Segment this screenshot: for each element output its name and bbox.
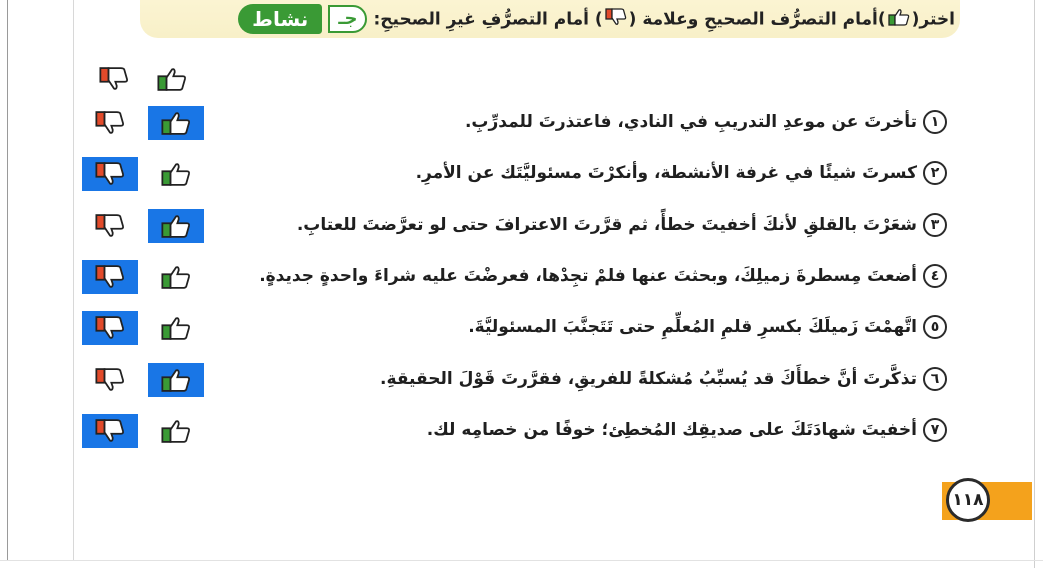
- page-number: ١١٨: [946, 478, 990, 522]
- statement-body: أخفيتَ شهادَتَكَ على صديقِك المُخطِئ؛ خوفًا من خصامِه لك.: [426, 420, 917, 440]
- instruction-part-2: )أمام التصرُّف الصحيحِ وعلامة (: [628, 9, 886, 29]
- statement-number: ٤: [923, 264, 947, 288]
- statement-text: [259, 264, 947, 288]
- activity-badge: نشاط: [238, 4, 322, 34]
- thumb-down-icon: [86, 62, 142, 96]
- statement-body: كسرتَ شيئًا في غرفة الأنشطة، وأنكرْتَ مسئوليَّتَك عن الأمرِ.: [415, 163, 917, 183]
- activity-instruction: [238, 2, 955, 36]
- thumb-down-icon[interactable]: [82, 311, 138, 345]
- statement-row: [0, 207, 1043, 247]
- thumb-up-icon[interactable]: [148, 106, 204, 140]
- thumb-down-icon: [605, 8, 627, 31]
- activity-sub-label: جـ: [328, 5, 367, 33]
- thumb-down-icon[interactable]: [82, 260, 138, 294]
- thumb-up-icon: [888, 8, 910, 31]
- thumb-up-icon[interactable]: [148, 157, 204, 191]
- statement-row: [0, 309, 1043, 349]
- statement-row: [0, 412, 1043, 452]
- statement-row: [0, 258, 1043, 298]
- thumb-down-icon[interactable]: [82, 157, 138, 191]
- thumb-down-icon[interactable]: [82, 363, 138, 397]
- thumb-legend: [86, 62, 196, 92]
- thumb-up-icon[interactable]: [148, 260, 204, 294]
- thumb-down-icon[interactable]: [82, 209, 138, 243]
- thumb-up-icon[interactable]: [148, 414, 204, 448]
- thumb-up-icon: [144, 62, 200, 96]
- statement-text: [297, 213, 947, 237]
- statement-number: ٦: [923, 367, 947, 391]
- statement-row: [0, 155, 1043, 195]
- statement-number: ٣: [923, 213, 947, 237]
- page-number-tab: [942, 482, 1032, 520]
- thumb-up-icon[interactable]: [148, 209, 204, 243]
- statement-number: ٥: [923, 315, 947, 339]
- statement-row: [0, 104, 1043, 144]
- statement-text: [427, 418, 947, 442]
- statement-number: ٢: [923, 161, 947, 185]
- page-bottom-line: [0, 560, 1043, 561]
- instruction-part-3: ) أمام التصرُّفِ غيرِ الصحيحِ:: [373, 9, 603, 29]
- statement-row: [0, 361, 1043, 401]
- statement-text: [468, 315, 947, 339]
- statement-body: شعَرْتَ بالقلقِ لأنكَ أخفيتَ خطأً، ثم قرَّرتَ الاعترافَ حتى لو تعرَّضتَ للعتابِ.: [296, 215, 917, 235]
- statement-text: [465, 110, 947, 134]
- thumb-down-icon[interactable]: [82, 106, 138, 140]
- thumb-up-icon[interactable]: [148, 311, 204, 345]
- thumb-up-icon[interactable]: [148, 363, 204, 397]
- instruction-part-1: اختر(: [911, 9, 955, 29]
- statement-body: اتَّهمْتَ زَميلَكَ بكسرِ قلمِ المُعلِّمِ حتى تَتَجنَّبَ المسئوليَّةَ.: [468, 317, 917, 337]
- statement-body: تذكَّرتَ أنَّ خطأَكَ قد يُسبِّبُ مُشكلةً للفريقِ، فقرَّرتَ قَوْلَ الحقيقةِ.: [380, 369, 917, 389]
- statement-text: [416, 161, 947, 185]
- statement-body: أضعتَ مِسطرةَ زميلِكَ، وبحثتَ عنها فلمْ تجِدْها، فعرضْتَ عليه شراءَ واحدةٍ جديدةٍ.: [259, 266, 917, 286]
- instruction-text: [373, 8, 955, 31]
- statement-number: ١: [923, 110, 947, 134]
- statement-number: ٧: [923, 418, 947, 442]
- statement-text: [380, 367, 947, 391]
- thumb-down-icon[interactable]: [82, 414, 138, 448]
- statement-body: تأخرتَ عن موعدِ التدريبِ في النادي، فاعتذرتَ للمدرِّبِ.: [464, 112, 917, 132]
